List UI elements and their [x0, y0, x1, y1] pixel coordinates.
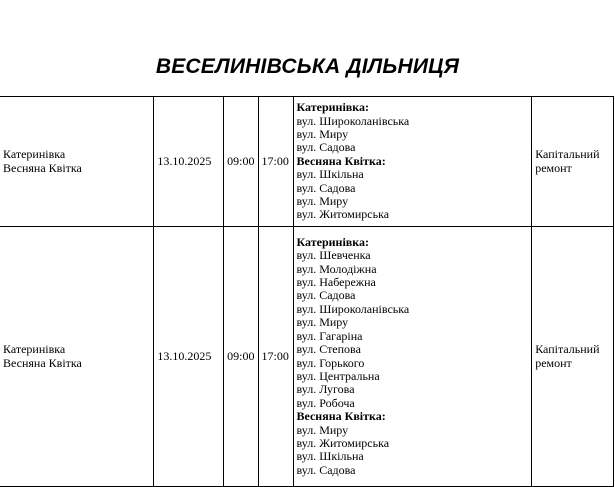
start-time-cell: 09:00	[224, 97, 258, 227]
street-name: вул. Робоча	[296, 395, 355, 410]
village-name: Катеринівка	[3, 147, 66, 162]
settlement-heading: Весняна Квітка:	[296, 153, 386, 168]
work-type-cell: Капітальний ремонт	[532, 227, 614, 487]
villages-cell	[0, 97, 154, 227]
table-row	[0, 97, 614, 227]
street-name: вул. Набережна	[296, 275, 376, 290]
street-name: вул. Садова	[296, 462, 356, 477]
page-title: ВЕСЕЛИНІВСЬКА ДІЛЬНИЦЯ	[155, 55, 460, 78]
date-cell: 13.10.2025	[154, 227, 224, 487]
street-name: вул. Шкільна	[296, 167, 364, 182]
table-row	[0, 227, 614, 487]
settlement-heading: Катеринівка:	[296, 234, 369, 249]
street-name: вул. Широколанівська	[296, 301, 410, 316]
street-name: вул. Центральна	[296, 368, 380, 383]
street-name: вул. Шевченка	[296, 248, 371, 263]
street-name: вул. Садова	[296, 180, 356, 195]
village-name: Весняна Квітка	[3, 160, 82, 175]
street-name: вул. Шкільна	[296, 449, 364, 464]
street-name: вул. Житомирська	[296, 207, 390, 222]
start-time-cell: 09:00	[224, 227, 258, 487]
village-name: Катеринівка	[3, 342, 66, 357]
street-name: вул. Житомирська	[296, 435, 390, 450]
street-name: вул. Широколанівська	[296, 113, 410, 128]
street-name: вул. Лугова	[296, 382, 355, 397]
villages-cell	[0, 227, 154, 487]
street-name: вул. Садова	[296, 288, 356, 303]
street-name: вул. Миру	[296, 194, 349, 209]
street-name: вул. Молодіжна	[296, 261, 377, 276]
street-name: вул. Гагаріна	[296, 328, 363, 343]
street-name: вул. Садова	[296, 140, 356, 155]
table-body	[0, 97, 614, 487]
settlement-heading: Катеринівка:	[296, 100, 369, 115]
outage-schedule-table	[0, 96, 614, 487]
street-name: вул. Горького	[296, 355, 365, 370]
street-name: вул. Миру	[296, 315, 349, 330]
work-type-cell: Капітальний ремонт	[532, 97, 614, 227]
village-name: Весняна Квітка	[3, 355, 82, 370]
streets-cell	[293, 227, 532, 487]
settlement-heading: Весняна Квітка:	[296, 409, 386, 424]
street-name: вул. Степова	[296, 342, 361, 357]
date-cell: 13.10.2025	[154, 97, 224, 227]
streets-cell	[293, 97, 532, 227]
street-name: вул. Миру	[296, 126, 349, 141]
end-time-cell: 17:00	[258, 227, 293, 487]
street-name: вул. Миру	[296, 422, 349, 437]
end-time-cell: 17:00	[258, 97, 293, 227]
